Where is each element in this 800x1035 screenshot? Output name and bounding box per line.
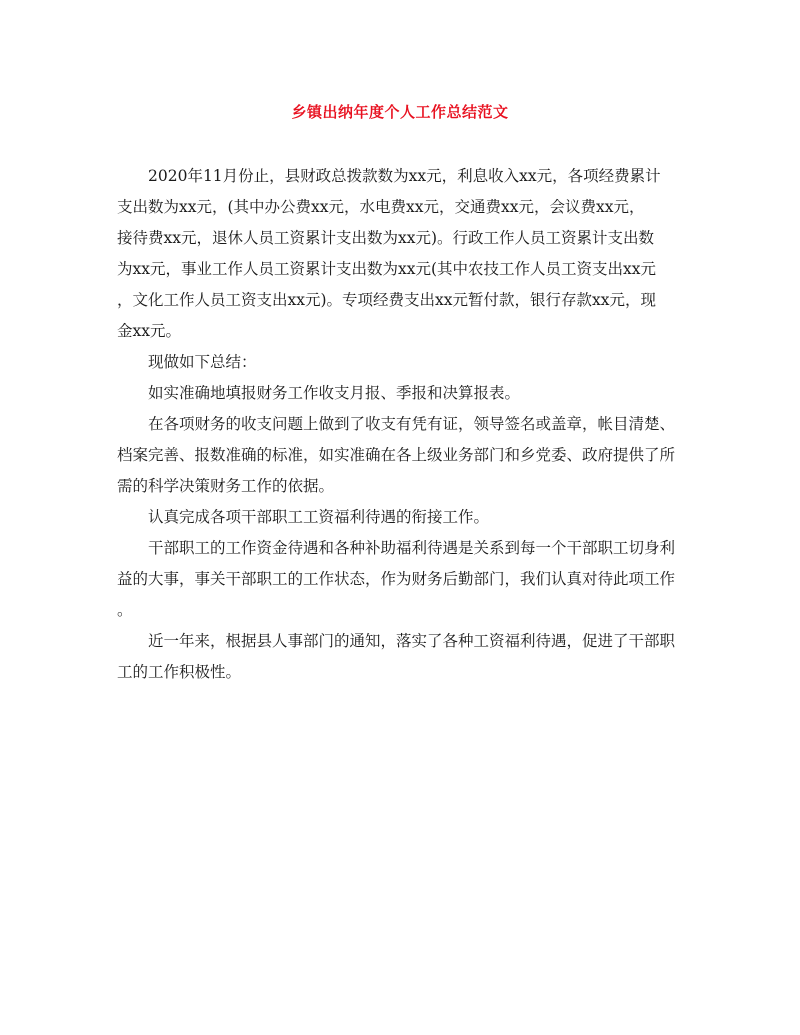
- text-line: 工的工作积极性。: [117, 663, 242, 681]
- paragraph-reports-detail: [117, 409, 683, 502]
- text-line: ，文化工作人员工资支出xx元)。专项经费支出xx元暂付款，银行存款xx元，现: [117, 291, 656, 309]
- text-line: 为xx元，事业工作人员工资累计支出数为xx元(其中农技工作人员工资支出xx元: [117, 260, 656, 278]
- paragraph-welfare-detail: [117, 533, 683, 626]
- text-line: 支出数为xx元，(其中办公费xx元，水电费xx元，交通费xx元，会议费xx元，: [117, 198, 645, 216]
- text-line: 现做如下总结：: [148, 353, 257, 371]
- text-line: 认真完成各项干部职工工资福利待遇的衔接工作。: [148, 508, 490, 526]
- paragraph-heading-welfare: [117, 502, 683, 533]
- text-line: 如实准确地填报财务工作收支月报、季报和决算报表。: [148, 384, 521, 402]
- text-line: 2020年11月份止，县财政总拨款数为xx元，利息收入xx元，各项经费累计: [148, 167, 661, 185]
- text-line: 金xx元。: [117, 322, 181, 340]
- document-title: 乡镇出纳年度个人工作总结范文: [291, 103, 509, 121]
- text-line: 接待费xx元，退休人员工资累计支出数为xx元)。行政工作人员工资累计支出数: [117, 229, 655, 247]
- text-line: 。: [117, 601, 133, 619]
- text-line: 档案完善、报数准确的标准，如实准确在各上级业务部门和乡党委、政府提供了所: [117, 446, 676, 464]
- paragraph-heading-reports: [117, 378, 683, 409]
- text-line: 在各项财务的收支问题上做到了收支有凭有证，领导签名或盖章，帐目清楚、: [148, 415, 676, 433]
- text-line: 需的科学决策财务工作的依据。: [117, 477, 335, 495]
- paragraph-intro-summary: [117, 347, 683, 378]
- text-line: 近一年来，根据县人事部门的通知，落实了各种工资福利待遇，促进了干部职: [148, 632, 676, 650]
- text-line: 干部职工的工作资金待遇和各种补助福利待遇是关系到每一个干部职工切身利: [148, 539, 676, 557]
- text-line: 益的大事，事关干部职工的工作状态，作为财务后勤部门，我们认真对待此项工作: [117, 570, 676, 588]
- document-body: [117, 161, 683, 688]
- paragraph-summary-figures: [117, 161, 683, 347]
- paragraph-conclusion: [117, 626, 683, 688]
